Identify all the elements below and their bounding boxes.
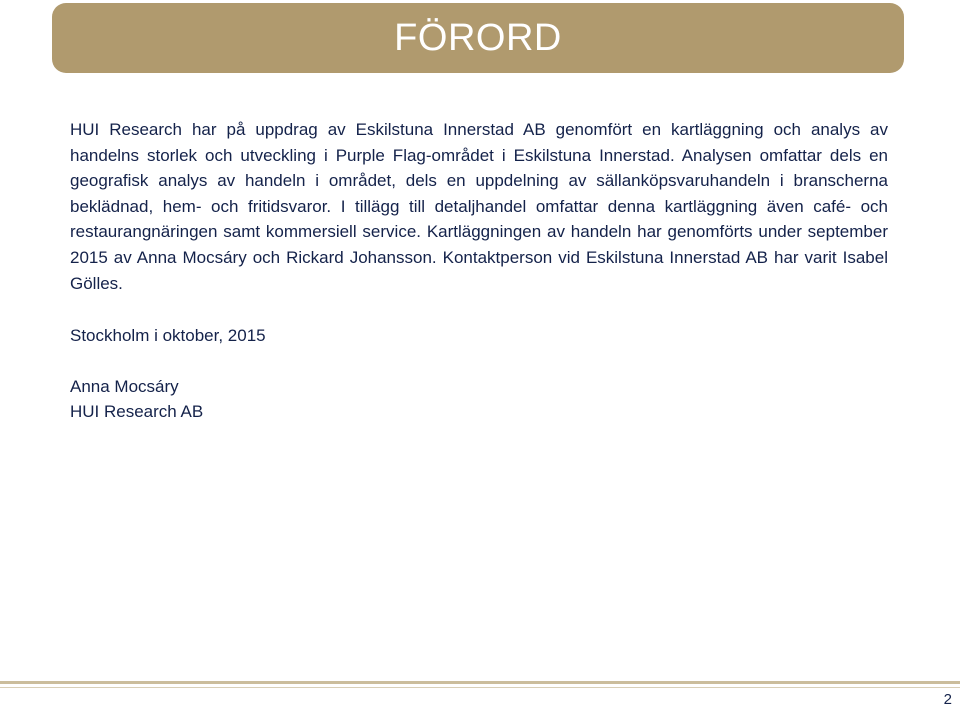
place-date: Stockholm i oktober, 2015 — [70, 326, 266, 345]
footer-divider-thin — [0, 687, 960, 688]
footer-divider — [0, 681, 960, 684]
author-organization: HUI Research AB — [70, 402, 204, 421]
page-title: FÖRORD — [394, 16, 562, 59]
title-banner — [52, 3, 904, 73]
foreword-paragraph: HUI Research har på uppdrag av Eskilstuna Innerstad AB genomfört en kartläggning och analys av handelns storlek och utveckling i Purple Flag-området i Eskilstuna Innerstad. Analysen omfattar dels en geografisk analys av handeln i området, dels en uppdelning av sällanköpsvaruhandeln i branscherna beklädnad, hem- och fritidsvaror. I tillägg till detaljhandel omfattar denna kartläggning även café- och restaurangnäringen samt kommersiell service. Kartläggningen av handeln har genomförts under september 2015 av Anna Mocsáry och Rickard Johansson. Kontaktperson vid Eskilstuna Innerstad AB har varit Isabel Gölles. — [70, 120, 888, 293]
author-name: Anna Mocsáry — [70, 377, 179, 396]
page-number: 2 — [943, 691, 952, 708]
signature-block — [70, 374, 203, 424]
